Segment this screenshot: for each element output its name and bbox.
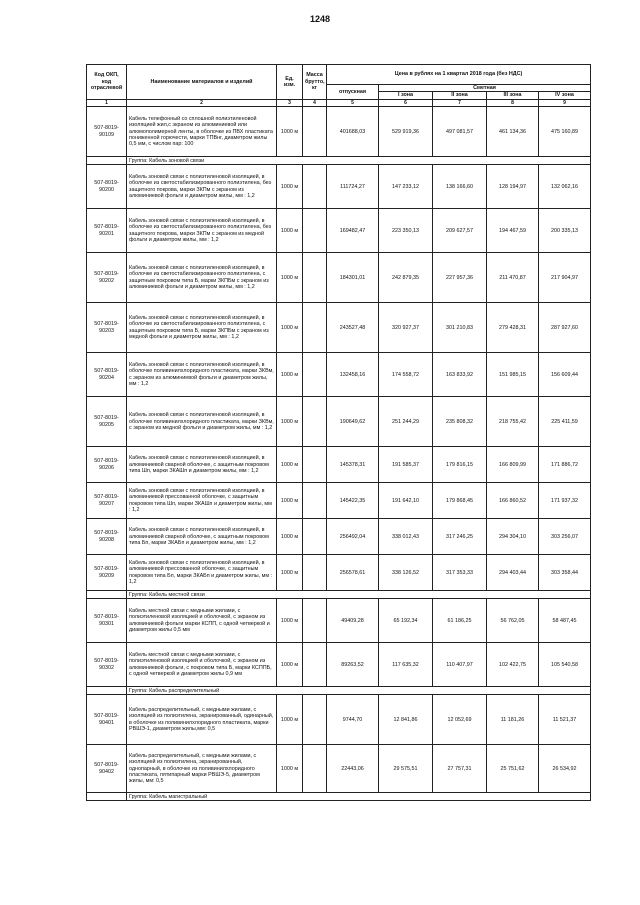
row-mass [303,745,327,793]
column-number: 5 [327,99,379,106]
row-unit: 1000 м [277,397,303,447]
row-unit: 1000 м [277,165,303,209]
column-number: 3 [277,99,303,106]
row-name-text: Кабель зоновой связи с полиэтиленовой изоляцией, в алюминиевой прессованной оболочке, с защитным покровом типа Бп, марки ЗКАБп и диаметром жилы, мм : 1,2 [129,559,273,586]
row-zone-1-price: 65 192,34 [379,599,433,643]
row-name [127,303,277,353]
row-release-price: 145422,35 [327,483,379,519]
row-name-text: Кабель зоновой связи с полиэтиленовой изоляцией, в оболочке из светостабилизированного полиэтилена, без защитного покрова, марки ЗКПм с экраном из алюминиевой фольги и диаметром жилы, мм : 1,2 [129,173,271,200]
row-code: 507-8019-90206 [87,447,127,483]
row-zone-4-price: 287 927,60 [539,303,591,353]
table-row [87,209,591,253]
header-unit: Ед. изм. [277,65,303,100]
row-name [127,483,277,519]
row-zone-1-price: 338 126,52 [379,555,433,591]
row-name [127,643,277,687]
row-release-price: 256492,04 [327,519,379,555]
row-mass [303,643,327,687]
row-name [127,695,277,745]
table-row [87,643,591,687]
header-release: отпускная [327,85,379,100]
row-zone-2-price: 61 186,25 [433,599,487,643]
column-number: 9 [539,99,591,106]
row-zone-4-price: 156 609,44 [539,353,591,397]
row-zone-3-price: 279 428,31 [487,303,539,353]
row-code: 507-8019-90401 [87,695,127,745]
row-release-price: 401688,03 [327,107,379,157]
row-zone-3-price: 166 809,99 [487,447,539,483]
row-zone-3-price: 56 762,05 [487,599,539,643]
row-unit: 1000 м [277,695,303,745]
header-name: Наименование материалов и изделий [127,65,277,100]
row-zone-2-price: 497 081,57 [433,107,487,157]
row-zone-4-price: 303 358,44 [539,555,591,591]
row-zone-1-price: 191 642,10 [379,483,433,519]
header-price-group: Цена в рублях на 1 квартал 2018 года (без НДС) [327,65,591,85]
row-zone-2-price: 235 808,32 [433,397,487,447]
row-name [127,209,277,253]
row-zone-1-price: 12 841,86 [379,695,433,745]
row-zone-2-price: 301 210,83 [433,303,487,353]
row-release-price: 145378,31 [327,447,379,483]
row-release-price: 169482,47 [327,209,379,253]
row-zone-4-price: 171 937,32 [539,483,591,519]
row-zone-2-price: 12 052,69 [433,695,487,745]
row-zone-1-price: 29 575,51 [379,745,433,793]
header-zone-3: III зона [487,92,539,99]
group-title: Группа: Кабель зоновой связи [127,157,591,165]
row-name-text: Кабель зоновой связи с полиэтиленовой изоляцией, в оболочке поливинилхлоридного пластиката, марки ЗКВм, с экраном из алюминиевой фольги и диаметром жилы, мм : 1,2 [129,361,274,388]
table-row [87,303,591,353]
row-zone-4-price: 475 160,89 [539,107,591,157]
row-zone-2-price: 227 957,36 [433,253,487,303]
header-zone-4: IV зона [539,92,591,99]
row-zone-4-price: 105 540,58 [539,643,591,687]
row-zone-2-price: 179 868,45 [433,483,487,519]
row-name-text: Кабель зоновой связи с полиэтиленовой изоляцией, в алюминиевой прессованной оболочке, с защитным покровом типа Шп, марки ЗКАШп и диаметром жилы, мм : 1,2 [129,487,272,514]
row-unit: 1000 м [277,555,303,591]
row-name [127,353,277,397]
table-row [87,253,591,303]
table-row [87,519,591,555]
row-name [127,397,277,447]
row-zone-4-price: 11 521,37 [539,695,591,745]
table-row [87,555,591,591]
row-mass [303,107,327,157]
group-code-cell [87,687,127,695]
column-number: 6 [379,99,433,106]
row-name-text: Кабель зоновой связи с полиэтиленовой изоляцией, в алюминиевой сварной оболочке, с защитным покровом типа Бп, марки ЗКАБп и диаметром жилы, мм : 1,2 [129,527,269,546]
row-zone-3-price: 166 860,52 [487,483,539,519]
row-name-text: Кабель местной связи с медными жилами, с полиэтиленовой изоляцией и оболочкой, с экраном из алюминиевой фольги марки КСПП, с одной четверкой и диаметром жилы 0,5 мм [129,607,270,634]
row-mass [303,209,327,253]
group-row [87,793,591,801]
row-unit: 1000 м [277,483,303,519]
row-code: 507-8019-90204 [87,353,127,397]
row-zone-2-price: 110 407,97 [433,643,487,687]
table-row [87,599,591,643]
row-mass [303,447,327,483]
row-zone-1-price: 242 879,35 [379,253,433,303]
row-name-text: Кабель телефонный со сплошной полиэтиленовой изоляцией жил,с экраном из алюминиевой или алюмополимерной ленты, в оболочке из ПВХ пластиката пониженной горючести, марки ТПВнг, диаметром жилы 0,5 мм, с числом пар: 100 [129,115,273,148]
row-zone-1-price: 320 927,37 [379,303,433,353]
column-number: 1 [87,99,127,106]
row-name-text: Кабель зоновой связи с полиэтиленовой изоляцией, в оболочке поливинилхлоридного пластиката, марки ЗКВм, с экраном из медной фольги и диаметром жилы, мм : 1,2 [129,412,274,431]
group-code-cell [87,793,127,801]
row-unit: 1000 м [277,599,303,643]
row-release-price: 49409,28 [327,599,379,643]
row-zone-4-price: 200 335,13 [539,209,591,253]
row-name [127,107,277,157]
row-zone-2-price: 27 757,31 [433,745,487,793]
row-zone-2-price: 179 816,15 [433,447,487,483]
row-mass [303,253,327,303]
row-zone-2-price: 317 246,25 [433,519,487,555]
group-title: Группа: Кабель местной связи [127,591,591,599]
row-name-text: Кабель зоновой связи с полиэтиленовой изоляцией, в оболочке из светостабилизированного полиэтилена, без защитного покрова, марки ЗКПм с экраном из медной фольги и диаметром жилы, мм : 1,2 [129,217,271,244]
row-zone-1-price: 223 350,13 [379,209,433,253]
table-row [87,397,591,447]
row-unit: 1000 м [277,209,303,253]
row-mass [303,555,327,591]
row-zone-4-price: 225 411,59 [539,397,591,447]
row-name-text: Кабель распределительный, с медными жилами, с изоляцией из полиэтилена, экранированный, однопарный, в оболочке из поливинилхлоридного пластиката, пятипарный марки РВШЭ-5, диаметром жилы, мм: 0,5 [129,752,260,785]
row-release-price: 132458,16 [327,353,379,397]
header-zone-2: II зона [433,92,487,99]
row-name [127,253,277,303]
row-name-text: Кабель зоновой связи с полиэтиленовой изоляцией, в оболочке из светостабилизированного полиэтилена, с защитным покровом типа Б, марки ЗКПБм с экраном из алюминиевой фольги и диаметром жилы, мм : 1,2 [129,264,269,291]
row-unit: 1000 м [277,253,303,303]
row-code: 507-8019-90200 [87,165,127,209]
row-zone-3-price: 294 304,10 [487,519,539,555]
row-zone-2-price: 138 166,60 [433,165,487,209]
group-code-cell [87,591,127,599]
row-zone-1-price: 251 244,29 [379,397,433,447]
row-code: 507-8019-90202 [87,253,127,303]
table-row [87,483,591,519]
group-row [87,687,591,695]
row-zone-4-price: 132 062,16 [539,165,591,209]
row-mass [303,353,327,397]
row-zone-3-price: 218 755,42 [487,397,539,447]
row-name-text: Кабель местной связи с медными жилами, с полиэтиленовой изоляцией и оболочкой, с экраном из алюминиевой фольги, с покровом типа Б, марки КСППБ, с одной четверкой и диаметром жилы 0,9 мм [129,651,272,678]
row-zone-2-price: 317 353,33 [433,555,487,591]
column-number: 7 [433,99,487,106]
row-code: 507-8019-90203 [87,303,127,353]
row-code: 507-8019-90209 [87,555,127,591]
row-mass [303,397,327,447]
row-code: 507-8019-90208 [87,519,127,555]
row-release-price: 111724,27 [327,165,379,209]
row-code: 507-8019-90201 [87,209,127,253]
row-mass [303,303,327,353]
row-mass [303,519,327,555]
column-number: 2 [127,99,277,106]
row-zone-4-price: 171 886,72 [539,447,591,483]
page-number: 1248 [309,14,331,24]
table-body [87,107,591,801]
row-release-price: 184301,01 [327,253,379,303]
row-unit: 1000 м [277,643,303,687]
row-zone-1-price: 117 635,32 [379,643,433,687]
row-code: 507-8019-90109 [87,107,127,157]
row-zone-1-price: 529 919,36 [379,107,433,157]
row-mass [303,165,327,209]
row-code: 507-8019-90207 [87,483,127,519]
row-name [127,165,277,209]
row-release-price: 89263,52 [327,643,379,687]
row-zone-3-price: 128 194,97 [487,165,539,209]
row-zone-1-price: 147 233,12 [379,165,433,209]
table-row [87,745,591,793]
row-code: 507-8019-90402 [87,745,127,793]
group-title: Группа: Кабель магистральный [127,793,591,801]
group-title: Группа: Кабель распределительный [127,687,591,695]
row-name [127,555,277,591]
column-number: 4 [303,99,327,106]
row-name-text: Кабель распределительный, с медными жилами, с изоляцией из полиэтилена, экранированный, одинарный, в оболочке из поливинилхлоридного пластиката, марки РВШЭ-1, диаметром жилы,мм: 0,5 [129,706,274,733]
row-code: 507-8019-90302 [87,643,127,687]
row-unit: 1000 м [277,107,303,157]
row-zone-3-price: 102 422,75 [487,643,539,687]
row-zone-3-price: 11 181,26 [487,695,539,745]
group-row [87,157,591,165]
header-code: Код ОКП, код отраслевой [87,65,127,100]
table-row [87,353,591,397]
row-zone-3-price: 25 751,62 [487,745,539,793]
row-mass [303,695,327,745]
row-unit: 1000 м [277,353,303,397]
row-zone-3-price: 194 467,59 [487,209,539,253]
row-zone-4-price: 58 487,45 [539,599,591,643]
row-zone-1-price: 174 558,72 [379,353,433,397]
row-zone-4-price: 217 904,97 [539,253,591,303]
row-release-price: 190649,62 [327,397,379,447]
table-row [87,447,591,483]
row-zone-4-price: 303 256,07 [539,519,591,555]
row-mass [303,483,327,519]
row-release-price: 243527,48 [327,303,379,353]
group-row [87,591,591,599]
row-zone-3-price: 294 403,44 [487,555,539,591]
row-zone-3-price: 151 985,15 [487,353,539,397]
group-code-cell [87,157,127,165]
column-number: 8 [487,99,539,106]
table-row [87,165,591,209]
row-zone-1-price: 338 012,43 [379,519,433,555]
row-zone-2-price: 209 627,57 [433,209,487,253]
row-name [127,745,277,793]
row-release-price: 9744,70 [327,695,379,745]
row-zone-3-price: 461 134,36 [487,107,539,157]
row-code: 507-8019-90301 [87,599,127,643]
row-name [127,447,277,483]
row-mass [303,599,327,643]
row-zone-3-price: 211 470,87 [487,253,539,303]
row-zone-4-price: 26 534,92 [539,745,591,793]
header-mass: Масса брутто, кг [303,65,327,100]
table-row [87,695,591,745]
row-name [127,519,277,555]
price-table [86,64,591,801]
row-unit: 1000 м [277,447,303,483]
row-name-text: Кабель зоновой связи с полиэтиленовой изоляцией, в алюминиевой сварной оболочке, с защитным покровом типа Шп, марки ЗКАШп и диаметром жилы, мм : 1,2 [129,455,269,474]
header-estimate: Сметная [379,85,591,92]
row-code: 507-8019-90205 [87,397,127,447]
table-row [87,107,591,157]
row-name [127,599,277,643]
row-release-price: 256578,61 [327,555,379,591]
row-unit: 1000 м [277,745,303,793]
header-zone-1: I зона [379,92,433,99]
row-name-text: Кабель зоновой связи с полиэтиленовой изоляцией, в оболочке из светостабилизированного полиэтилена, с защитным покровом типа Б, марки ЗКПБм с экраном из медной фольги и диаметром жилы, мм : 1,2 [129,314,269,341]
row-zone-2-price: 163 833,92 [433,353,487,397]
row-unit: 1000 м [277,303,303,353]
row-unit: 1000 м [277,519,303,555]
row-zone-1-price: 191 585,37 [379,447,433,483]
row-release-price: 22443,06 [327,745,379,793]
